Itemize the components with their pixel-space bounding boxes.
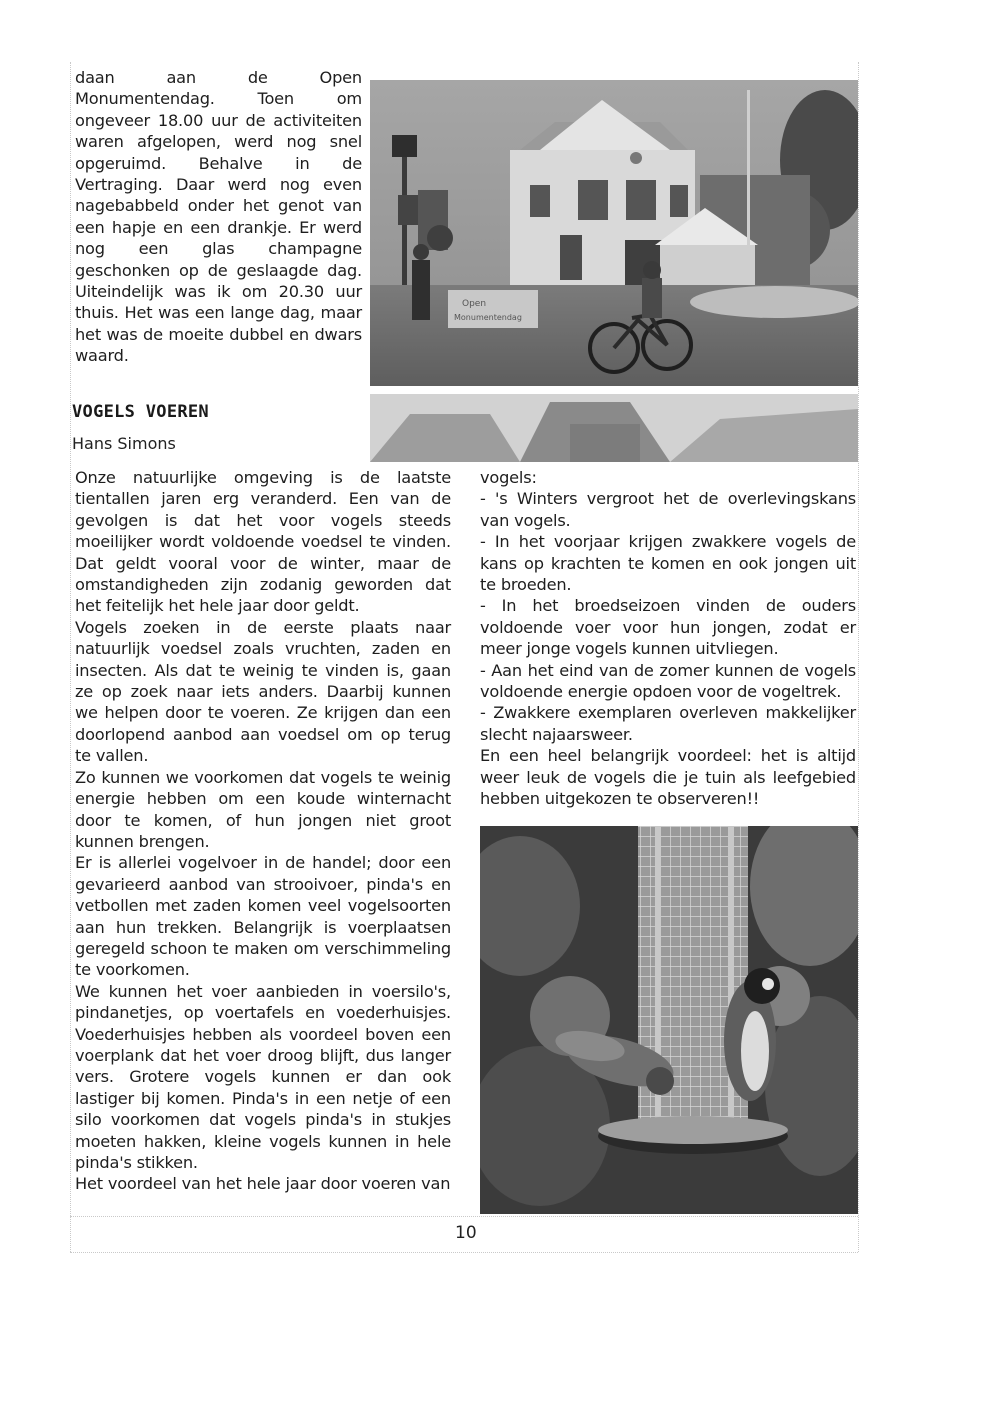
intro-paragraph: daan aan de Open Monumentendag. Toen om ongeveer 18.00 uur de activiteiten waren afgelopen, werd nog snel opgeruimd. Behalve in de Vertraging. Daar werd nog even nagebabbeld onder het genot van een hapje en een drankje. Er werd nog een glas champagne geschonken op de geslaagde dag. Uiteindelijk was ik om 20.30 uur thuis. Het was een lange dag, maar het was de moeite dubbel en dwars waard. (75, 68, 362, 366)
article-title: VOGELS VOEREN (72, 402, 209, 422)
banner-text-open: Open (462, 299, 487, 309)
banner-text-monumentendag: Monumentendag (454, 313, 522, 322)
left-paragraph-3: Zo kunnen we voorkomen dat vogels te weinig energie hebben om een koude winternacht door te komen, of hun jongen niet groot kunnen brengen. (75, 767, 451, 851)
right-paragraph-3: - In het voorjaar krijgen zwakkere vogels de kans op krachten te komen en ook jongen uit te broeden. (480, 532, 856, 595)
footer-guide-bottom (70, 1252, 858, 1253)
right-paragraph-2: - 's Winters vergroot het de overlevingskans van vogels. (480, 489, 856, 530)
roofs-image (370, 394, 858, 462)
article-left-column (75, 467, 451, 1195)
margin-guide-right (858, 62, 859, 1252)
photo-bird-feeder (480, 826, 858, 1214)
left-paragraph-4: Er is allerlei vogelvoer in de handel; door een gevarieerd aanbod van strooivoer, pinda's en vetbollen met zaden komen veel vogelsoorten aan hun trekken. Belangrijk is voerplaatsen geregeld schoon te maken om verschimmeling te voorkomen. (75, 853, 451, 980)
bird-feeder-image (480, 826, 858, 1214)
margin-guide-left (70, 62, 71, 1252)
left-paragraph-6: Het voordeel van het hele jaar door voeren van (75, 1174, 451, 1194)
footer-guide-top (70, 1216, 858, 1217)
right-paragraph-4: - In het broedseizoen vinden de ouders voldoende voer voor hun jongen, zodat er meer jonge vogels kunnen uitvliegen. (480, 596, 856, 659)
photo-building-cyclist (370, 80, 858, 386)
right-paragraph-5: - Aan het eind van de zomer kunnen de vogels voldoende energie opdoen voor de vogeltrek. (480, 660, 856, 702)
left-paragraph-1: Onze natuurlijke omgeving is de laatste tientallen jaren erg veranderd. Een van de gevolgen is dat het voor vogels steeds moeilijker wordt voldoende voedsel te vinden. Dat geldt vooral voor de winter, maar de omstandigheden zijn zodanig geworden dat het feitelijk het hele jaar door geldt. (75, 468, 451, 616)
right-paragraph-1: vogels: (480, 468, 537, 487)
left-paragraph-5: We kunnen het voer aanbieden in voersilo's, pindanetjes, op voertafels en voederhuisjes. Voederhuisjes hebben als voordeel boven een voerplank dat het voer droog blijft, dus langer vers. Grotere vogels kunnen er dan ook lastiger bij komen. Pinda's in een netje of een silo voorkomen dat vogels pinda's in stukjes moeten hakken, kleine vogels kunnen in hele pinda's stikken. (75, 981, 451, 1172)
page-number: 10 (455, 1223, 477, 1243)
article-author: Hans Simons (72, 434, 176, 453)
article-right-column (480, 467, 856, 810)
intro-column (75, 67, 362, 367)
photo-open-monumentendag (370, 80, 858, 386)
header-strip-image (370, 394, 858, 462)
right-paragraph-6: - Zwakkere exemplaren overleven makkelijker slecht najaarsweer. (480, 703, 856, 744)
left-paragraph-2: Vogels zoeken in de eerste plaats naar natuurlijk voedsel zoals vruchten, zaden en insecten. Als dat te weinig te vinden is, gaan ze op zoek naar iets anders. Daarbij kunnen we helpen door te voeren. Ze krijgen dan een doorlopend aanbod aan voedsel om op terug te vallen. (75, 617, 451, 766)
right-paragraph-7: En een heel belangrijk voordeel: het is altijd weer leuk de vogels die je tuin als leefgebied hebben uitgekozen te observeren!! (480, 746, 856, 809)
